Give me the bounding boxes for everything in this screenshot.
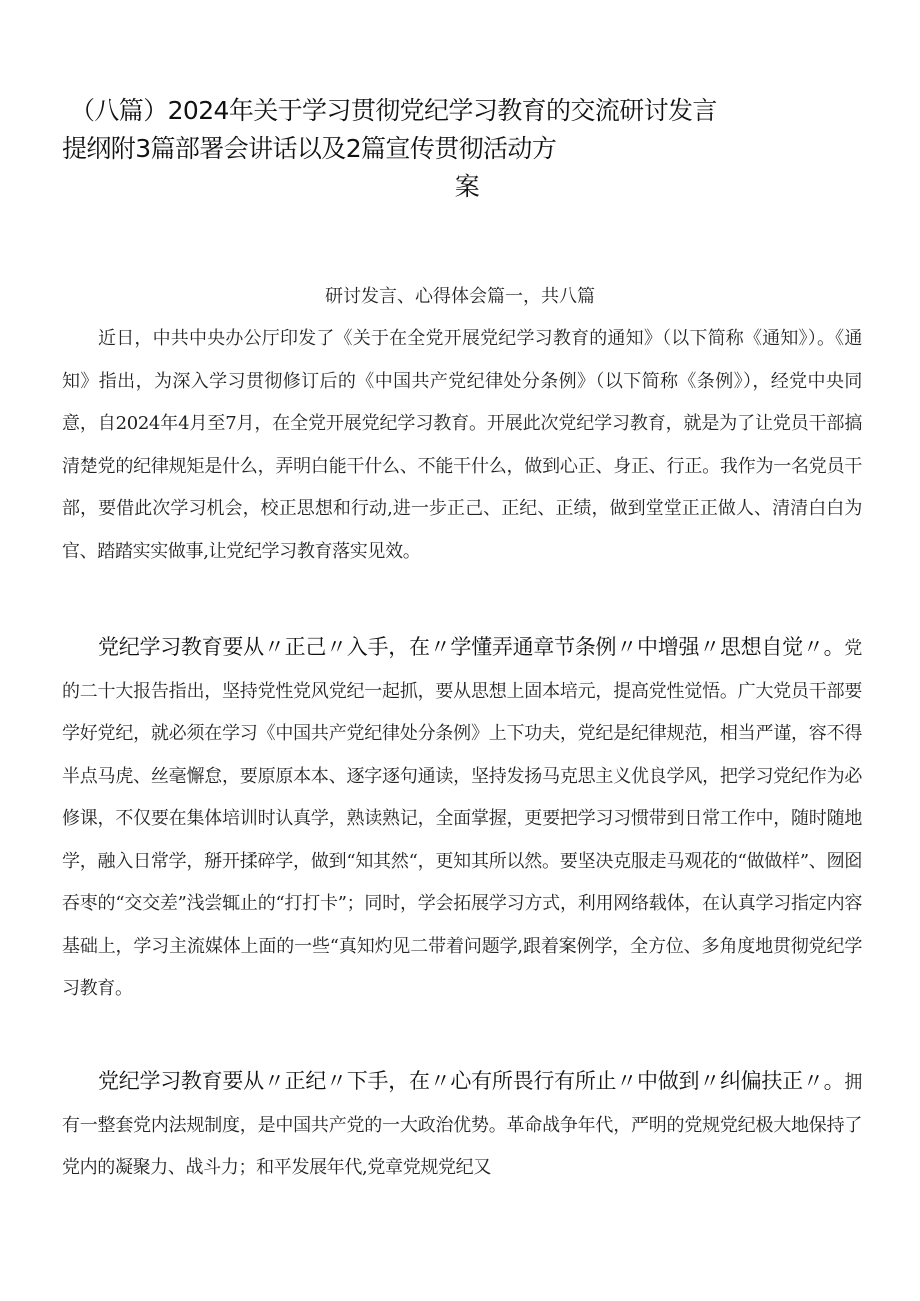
paragraph-2 bbox=[62, 626, 862, 1011]
paragraph-2-body: 党的二十大报告指出，坚持党性党风党纪一起抓，要从思想上固本培元，提高党性觉悟。广大党员干部要学好党纪，就必须在学习《中国共产党纪律处分条例》上下功夫，党纪是纪律规范，相当严谨，容不得半点马虎、丝毫懈怠，要原原本本、逐字逐句通读，坚持发扬马克思主义优良学风，把学习党纪作为必修课，不仅要在集体培训时认真学，熟读熟记，全面掌握，更要把学习习惯带到日常工作中，随时随地学，融入日常学，掰开揉碎学，做到“知其然“，更知其所以然。要坚决克服走马观花的“做做样”、囫囵吞枣的“交交差”浅尝辄止的“打打卡”；同时，学会拓展学习方式，利用网络载体，在认真学习指定内容基础上，学习主流媒体上面的一些“真知灼见二带着问题学,跟着案例学，全方位、多角度地贯彻党纪学习教育。 bbox=[62, 638, 862, 999]
section-heading: 研讨发言、心得体会篇一，共八篇 bbox=[325, 286, 595, 307]
paragraph-3-body: 拥有一整套党内法规制度，是中国共产党的一大政治优势。革命战争年代，严明的党规党纪极大地保持了党内的凝聚力、战斗力；和平发展年代,党章党规党纪又 bbox=[62, 1072, 862, 1178]
document-title bbox=[62, 92, 872, 206]
title-line-1: （八篇）2024年关于学习贯彻党纪学习教育的交流研讨发言 bbox=[70, 96, 717, 125]
title-line-3: 案 bbox=[454, 172, 480, 201]
paragraph-3-lead: 党纪学习教育要从〃正纪〃下手，在〃心有所畏行有所止〃中做到〃纠偏扶正〃。 bbox=[98, 1069, 845, 1093]
title-line-2: 提纲附3篇部署会讲话以及2篇宣传贯彻活动方 bbox=[62, 134, 557, 163]
paragraph-3 bbox=[62, 1060, 862, 1190]
paragraph-2-lead: 党纪学习教育要从〃正己〃入手，在〃学懂弄通章节条例〃中增强〃思想自觉〃。 bbox=[98, 635, 845, 659]
paragraph-1: 近日，中共中央办公厅印发了《关于在全党开展党纪学习教育的通知》（以下简称《通知》）。《通知》指出，为深入学习贯彻修订后的《中国共产党纪律处分条例》（以下简称《条例》），经党中央同意，自2024年4月至7月，在全党开展党纪学习教育。开展此次党纪学习教育，就是为了让党员干部搞清楚党的纪律规矩是什么，弄明白能干什么、不能干什么，做到心正、身正、行正。我作为一名党员干部，要借此次学习机会，校正思想和行动,进一步正己、正纪、正绩，做到堂堂正正做人、清清白白为官、踏踏实实做事,让党纪学习教育落实见效。 bbox=[62, 328, 862, 562]
